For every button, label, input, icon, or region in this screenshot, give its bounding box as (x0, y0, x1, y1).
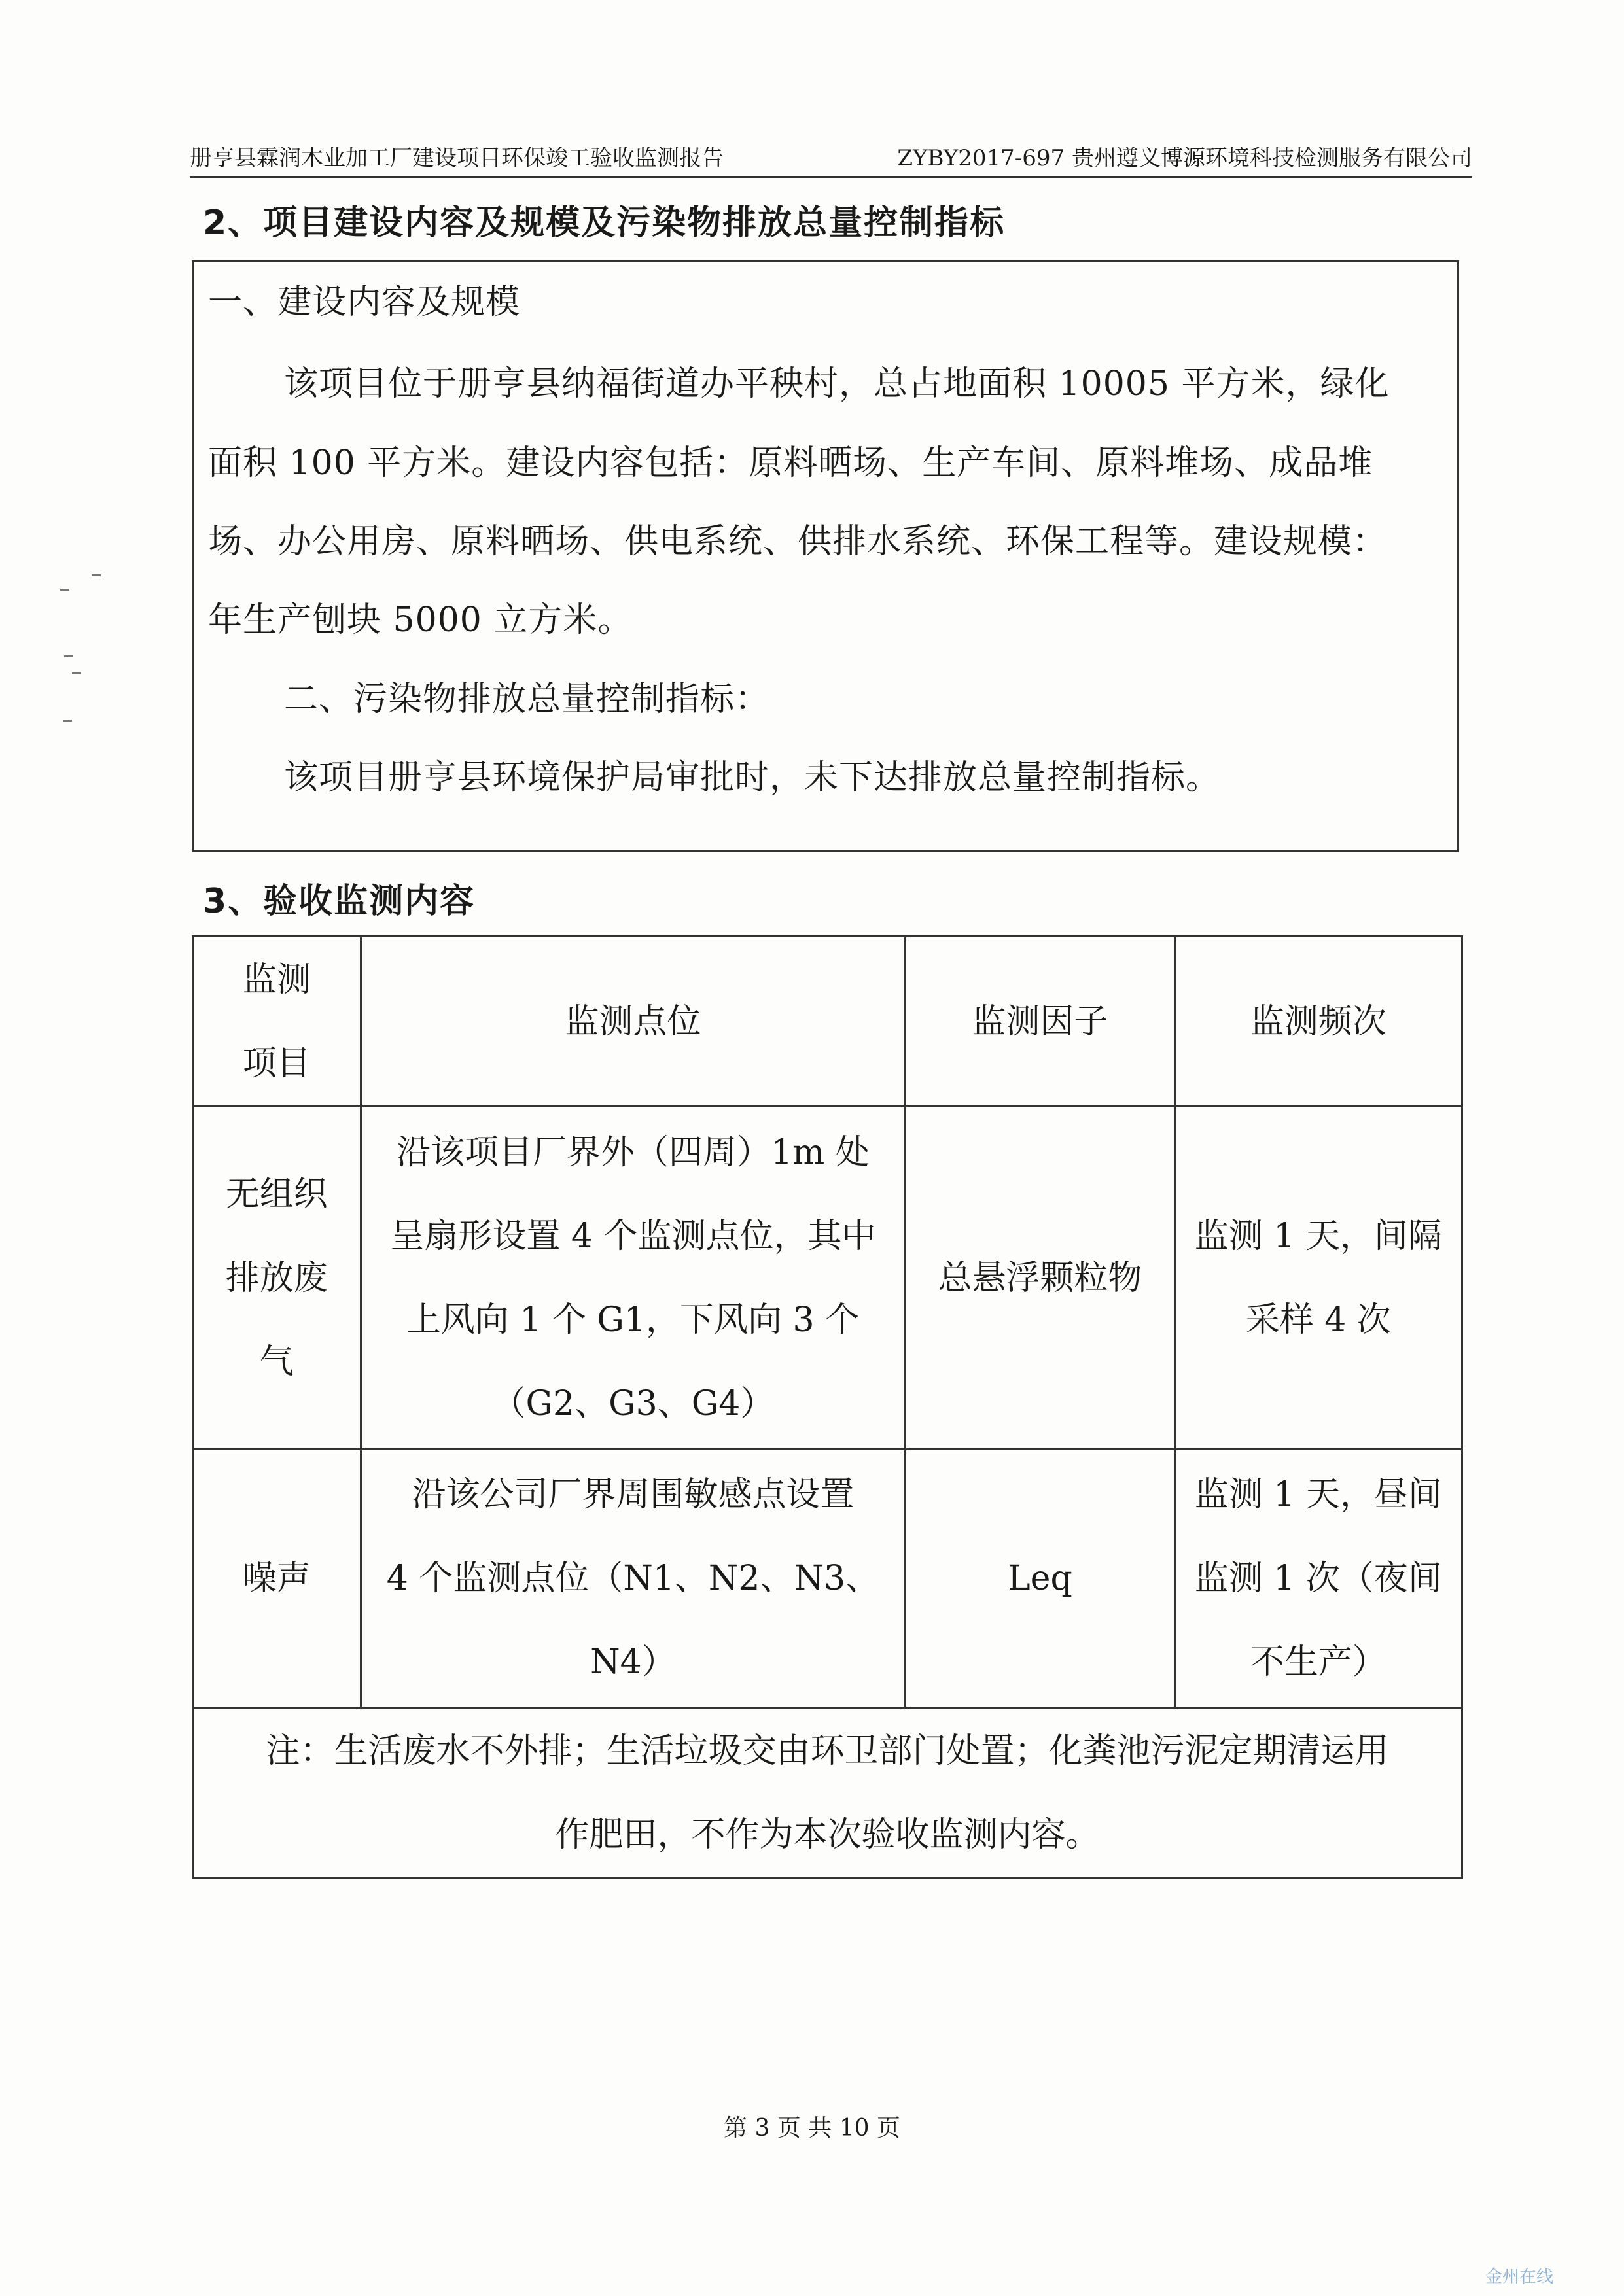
note-line: 作肥田，不作为本次验收监测内容。 (555, 1815, 1100, 1854)
cell-line: 气 (259, 1342, 294, 1382)
cell-line: 噪声 (242, 1559, 311, 1598)
construction-content-box (192, 260, 1459, 852)
cell-frequency (1174, 1107, 1462, 1450)
scan-artifact (92, 574, 101, 576)
cell-line: N4） (590, 1643, 676, 1682)
table-row (193, 1107, 1462, 1450)
scan-artifact (64, 655, 73, 657)
cell-line: 监测 1 次（夜间 (1194, 1559, 1442, 1598)
cell-line: 监测 1 天，昼间 (1194, 1475, 1442, 1514)
cell-line: 排放废 (225, 1258, 328, 1298)
monitoring-table (192, 935, 1463, 1879)
section-3-title: 3、验收监测内容 (203, 882, 476, 921)
subheading-construction: 一、建设内容及规模 (208, 283, 521, 322)
subheading-pollutant: 二、污染物排放总量控制指标： (284, 680, 770, 719)
cell-frequency (1174, 1450, 1462, 1708)
header-frequency: 监测频次 (1174, 937, 1462, 1107)
header-item-line: 监测 (242, 960, 311, 1000)
cell-factor: Leq (906, 1450, 1174, 1708)
header-factor: 监测因子 (906, 937, 1174, 1107)
cell-line: 呈扇形设置 4 个监测点位，其中 (390, 1216, 876, 1256)
scan-artifact (60, 589, 69, 591)
header-item (193, 937, 361, 1107)
cell-line: 采样 4 次 (1245, 1300, 1391, 1340)
cell-line: 4 个监测点位（N1、N2、N3、 (386, 1559, 880, 1598)
table-note (193, 1708, 1462, 1878)
section-2-title: 2、项目建设内容及规模及污染物排放总量控制指标 (203, 203, 1006, 243)
cell-line: 监测 1 天，间隔 (1194, 1216, 1442, 1256)
header-location: 监测点位 (361, 937, 906, 1107)
paragraph-line: 该项目位于册亨县纳福街道办平秧村，总占地面积 10005 平方米，绿化 (284, 364, 1390, 404)
cell-location (361, 1450, 906, 1708)
cell-factor: 总悬浮颗粒物 (906, 1107, 1174, 1450)
header-company: ZYBY2017-697 贵州遵义博源环境科技检测服务有限公司 (897, 145, 1472, 171)
cell-line: 沿该项目厂界外（四周）1m 处 (396, 1132, 870, 1172)
header-item-line: 项目 (242, 1043, 311, 1083)
page-number: 第 3 页 共 10 页 (724, 2115, 900, 2142)
table-note-row (193, 1708, 1462, 1878)
paragraph-line: 场、办公用房、原料晒场、供电系统、供排水系统、环保工程等。建设规模： (208, 522, 1388, 561)
table-row (193, 1450, 1462, 1708)
paragraph-line: 该项目册亨县环境保护局审批时，未下达排放总量控制指标。 (284, 758, 1221, 797)
cell-line: （G2、G3、G4） (491, 1383, 775, 1423)
note-line: 注：生活废水不外排；生活垃圾交由环卫部门处置；化粪池污泥定期清运用 (266, 1731, 1389, 1771)
scan-artifact (72, 672, 81, 674)
cell-item (193, 1450, 361, 1708)
header-report-title: 册亨县霖润木业加工厂建设项目环保竣工验收监测报告 (190, 145, 724, 171)
cell-location (361, 1107, 906, 1450)
table-header-row (193, 937, 1462, 1107)
paragraph-line: 面积 100 平方米。建设内容包括：原料晒场、生产车间、原料堆场、成品堆 (208, 444, 1373, 483)
cell-line: 沿该公司厂界周围敏感点设置 (412, 1475, 855, 1514)
cell-item (193, 1107, 361, 1450)
watermark-logo: 金州在线 (1485, 2267, 1554, 2287)
cell-line: 不生产） (1250, 1643, 1386, 1682)
cell-line: 无组织 (225, 1174, 328, 1214)
cell-line: 上风向 1 个 G1，下风向 3 个 (406, 1300, 860, 1340)
scan-artifact (63, 720, 72, 722)
page-header (190, 139, 1472, 178)
paragraph-line: 年生产刨块 5000 立方米。 (208, 600, 633, 640)
